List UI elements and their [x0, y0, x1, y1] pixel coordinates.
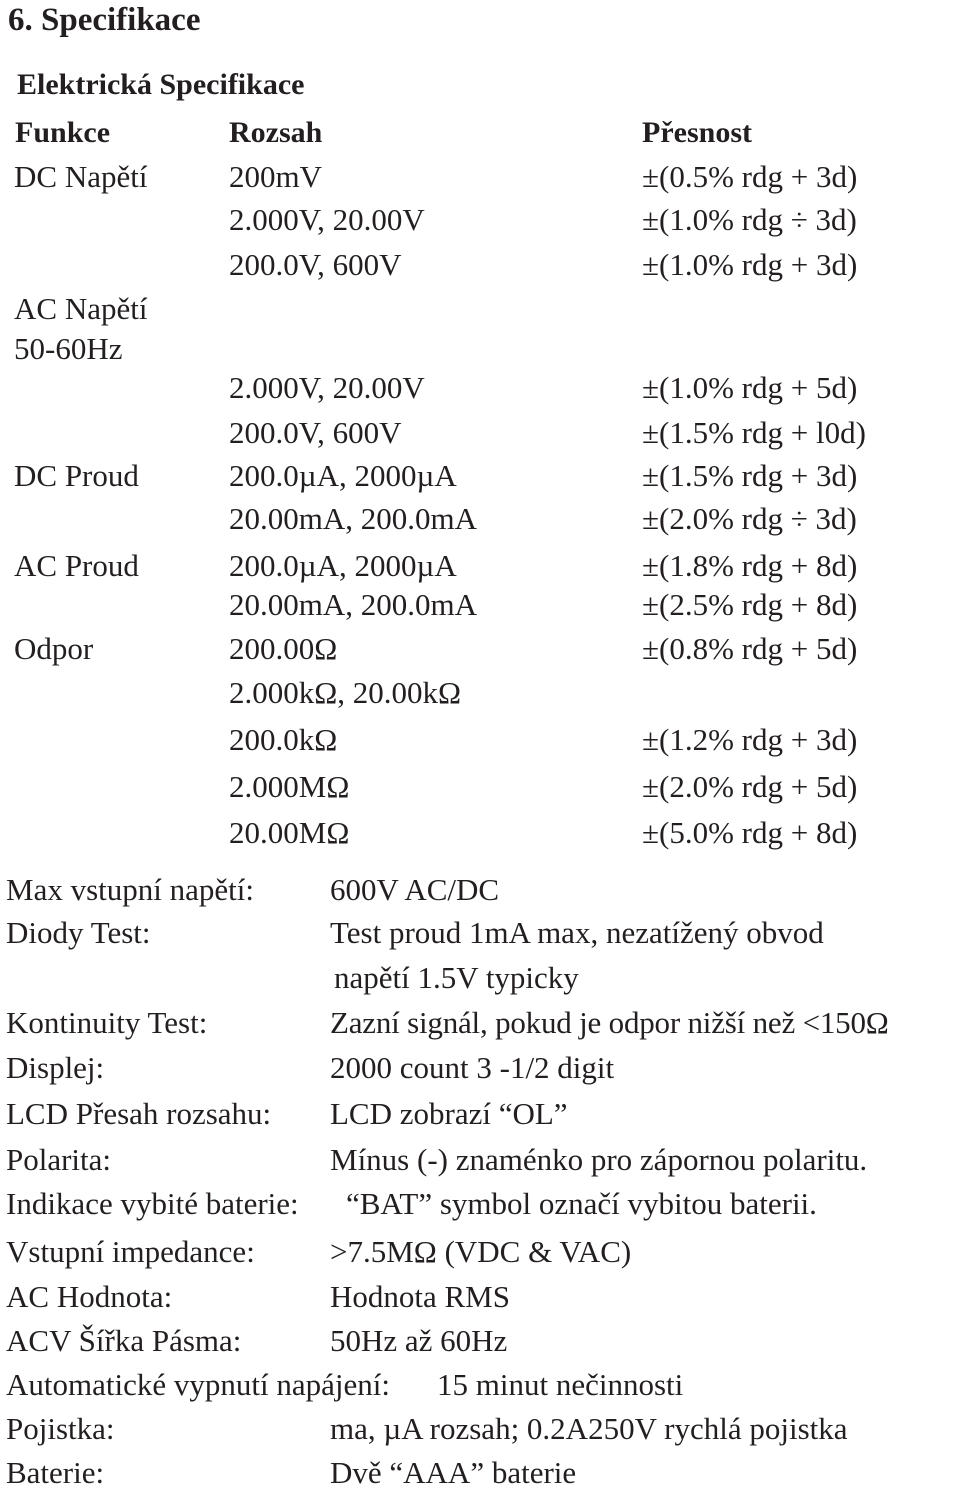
table-cell-funkce: DC Napětí [14, 159, 148, 194]
table-cell-presnost: ±(1.5% rdg + l0d) [642, 415, 866, 450]
table-cell-rozsah: 20.00mA, 200.0mA [229, 587, 477, 622]
spec-label-auto-off: Automatické vypnutí napájení: [6, 1367, 390, 1402]
table-cell-presnost: ±(2.0% rdg ÷ 3d) [642, 501, 857, 536]
section-title: 6. Specifikace [8, 2, 201, 38]
spec-label-display: Displej: [6, 1050, 105, 1085]
spec-value-diode-test-line2: napětí 1.5V typicky [334, 960, 579, 995]
spec-label-diode-test: Diody Test: [6, 915, 151, 950]
spec-label-acv-bandwidth: ACV Šířka Pásma: [6, 1323, 242, 1358]
spec-value-acv-bandwidth: 50Hz až 60Hz [330, 1323, 508, 1358]
header-funkce: Funkce [15, 116, 111, 149]
spec-label-polarity: Polarita: [6, 1142, 112, 1177]
spec-value-low-battery: “BAT” symbol označí vybitou baterii. [346, 1186, 817, 1221]
spec-value-max-input: 600V AC/DC [330, 872, 500, 907]
table-cell-presnost: ±(2.5% rdg + 8d) [642, 587, 858, 622]
header-rozsah: Rozsah [229, 116, 323, 149]
table-cell-funkce: AC Proud [14, 548, 139, 583]
table-cell-presnost: ±(1.0% rdg + 3d) [642, 247, 858, 282]
table-cell-presnost: ±(2.0% rdg + 5d) [642, 769, 858, 804]
table-cell-presnost: ±(1.0% rdg ÷ 3d) [642, 202, 857, 237]
spec-value-ac-value: Hodnota RMS [330, 1279, 510, 1314]
spec-value-overrange: LCD zobrazí “OL” [330, 1096, 568, 1131]
table-cell-rozsah: 2.000V, 20.00V [229, 202, 425, 237]
table-cell-rozsah: 20.00mA, 200.0mA [229, 501, 477, 536]
table-cell-rozsah: 2.000V, 20.00V [229, 370, 425, 405]
table-cell-presnost: ±(0.5% rdg + 3d) [642, 159, 858, 194]
spec-value-polarity: Mínus (-) znaménko pro zápornou polaritu. [330, 1142, 868, 1177]
header-presnost: Přesnost [642, 116, 752, 149]
table-cell-funkce: DC Proud [14, 458, 139, 493]
spec-value-fuse: ma, µA rozsah; 0.2A250V rychlá pojistka [330, 1411, 848, 1446]
table-cell-presnost: ±(1.5% rdg + 3d) [642, 458, 858, 493]
table-cell-rozsah: 200.0µA, 2000µA [229, 548, 457, 583]
table-cell-rozsah: 200.0V, 600V [229, 247, 402, 282]
table-cell-presnost: ±(1.2% rdg + 3d) [642, 722, 858, 757]
table-cell-rozsah: 200.0kΩ [229, 722, 338, 757]
table-cell-presnost: ±(1.0% rdg + 5d) [642, 370, 858, 405]
spec-label-battery: Baterie: [6, 1455, 105, 1490]
table-cell-rozsah: 200.00Ω [229, 631, 338, 666]
spec-value-battery: Dvě “AAA” baterie [330, 1455, 577, 1490]
table-cell-presnost: ±(0.8% rdg + 5d) [642, 631, 858, 666]
spec-label-fuse: Pojistka: [6, 1411, 115, 1446]
table-cell-rozsah: 200.0V, 600V [229, 415, 402, 450]
spec-value-diode-test: Test proud 1mA max, nezatížený obvod [330, 915, 824, 950]
table-cell-presnost: ±(5.0% rdg + 8d) [642, 815, 858, 850]
table-cell-rozsah: 2.000kΩ, 20.00kΩ [229, 675, 462, 710]
spec-value-display: 2000 count 3 -1/2 digit [330, 1050, 615, 1085]
table-cell-funkce: AC Napětí [14, 291, 148, 326]
table-cell-rozsah: 2.000MΩ [229, 769, 350, 804]
spec-label-ac-value: AC Hodnota: [6, 1279, 173, 1314]
table-cell-rozsah: 200mV [229, 159, 322, 194]
spec-label-overrange: LCD Přesah rozsahu: [6, 1096, 272, 1131]
table-cell-rozsah: 200.0µA, 2000µA [229, 458, 457, 493]
table-cell-funkce: 50-60Hz [14, 331, 123, 366]
spec-label-low-battery: Indikace vybité baterie: [6, 1186, 299, 1221]
table-cell-rozsah: 20.00MΩ [229, 815, 350, 850]
table-cell-funkce: Odpor [14, 631, 94, 666]
spec-value-continuity: Zazní signál, pokud je odpor nižší než <150Ω [330, 1005, 889, 1040]
table-cell-presnost: ±(1.8% rdg + 8d) [642, 548, 858, 583]
spec-value-input-impedance: >7.5MΩ (VDC & VAC) [330, 1234, 632, 1269]
subsection-title: Elektrická Specifikace [17, 68, 305, 101]
spec-value-auto-off: 15 minut nečinnosti [437, 1367, 684, 1402]
spec-label-input-impedance: Vstupní impedance: [6, 1234, 255, 1269]
spec-label-continuity: Kontinuity Test: [6, 1005, 208, 1040]
spec-label-max-input: Max vstupní napětí: [6, 872, 254, 907]
